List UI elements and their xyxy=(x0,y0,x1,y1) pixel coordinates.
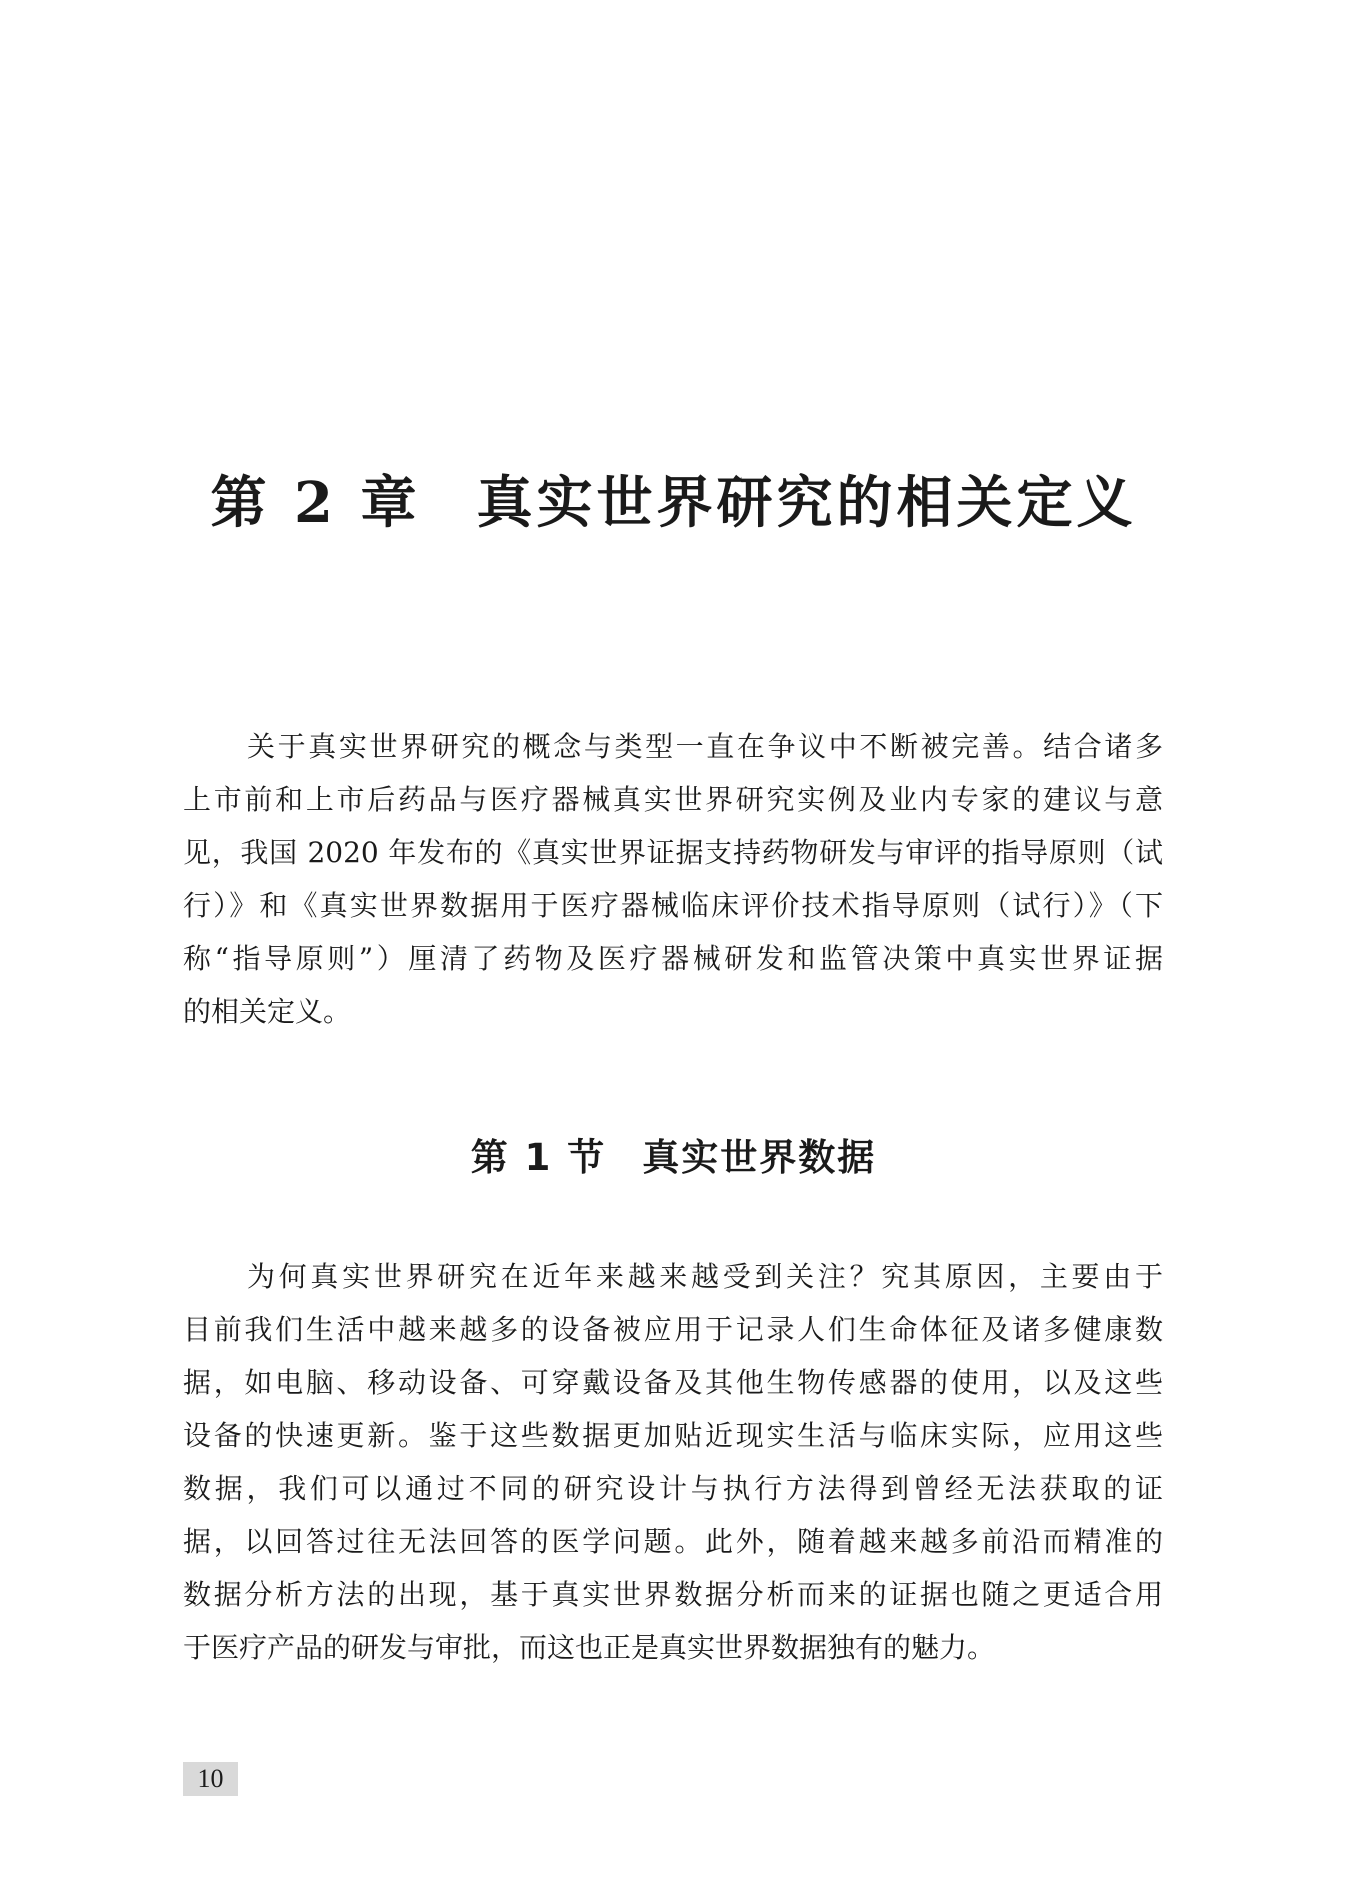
section-paragraph xyxy=(183,1250,1163,1674)
paragraph-line: 称“指导原则”）厘清了药物及医疗器械研发和监管决策中真实世界证据 xyxy=(183,942,1163,975)
section-title: 真实世界数据 xyxy=(642,1136,877,1179)
chapter-number: 第 2 章 xyxy=(210,470,421,536)
page-number: 10 xyxy=(183,1762,238,1796)
chapter-title: 真实世界研究的相关定义 xyxy=(476,470,1137,536)
paragraph-line: 设备的快速更新。鉴于这些数据更加贴近现实生活与临床实际，应用这些 xyxy=(183,1419,1163,1452)
section-heading xyxy=(0,1133,1347,1183)
paragraph-line: 关于真实世界研究的概念与类型一直在争议中不断被完善。结合诸多 xyxy=(247,730,1163,763)
paragraph-line: 据，如电脑、移动设备、可穿戴设备及其他生物传感器的使用，以及这些 xyxy=(183,1366,1163,1399)
chapter-heading xyxy=(0,468,1347,538)
paragraph-line: 行）》和《真实世界数据用于医疗器械临床评价技术指导原则（试行）》（下 xyxy=(183,889,1163,922)
paragraph-line: 见，我国 2020 年发布的《真实世界证据支持药物研发与审评的指导原则（试 xyxy=(183,836,1163,869)
paragraph-line: 上市前和上市后药品与医疗器械真实世界研究实例及业内专家的建议与意 xyxy=(183,783,1163,816)
intro-paragraph xyxy=(183,720,1163,1038)
paragraph-line: 为何真实世界研究在近年来越来越受到关注？究其原因，主要由于 xyxy=(247,1260,1163,1293)
section-number: 第 1 节 xyxy=(470,1136,607,1179)
paragraph-line: 的相关定义。 xyxy=(183,995,352,1028)
paragraph-line: 据，以回答过往无法回答的医学问题。此外，随着越来越多前沿而精准的 xyxy=(183,1525,1163,1558)
paragraph-line: 数据，我们可以通过不同的研究设计与执行方法得到曾经无法获取的证 xyxy=(183,1472,1163,1505)
paragraph-line: 目前我们生活中越来越多的设备被应用于记录人们生命体征及诸多健康数 xyxy=(183,1313,1163,1346)
paragraph-line: 于医疗产品的研发与审批，而这也正是真实世界数据独有的魅力。 xyxy=(183,1631,996,1664)
paragraph-line: 数据分析方法的出现，基于真实世界数据分析而来的证据也随之更适合用 xyxy=(183,1578,1163,1611)
